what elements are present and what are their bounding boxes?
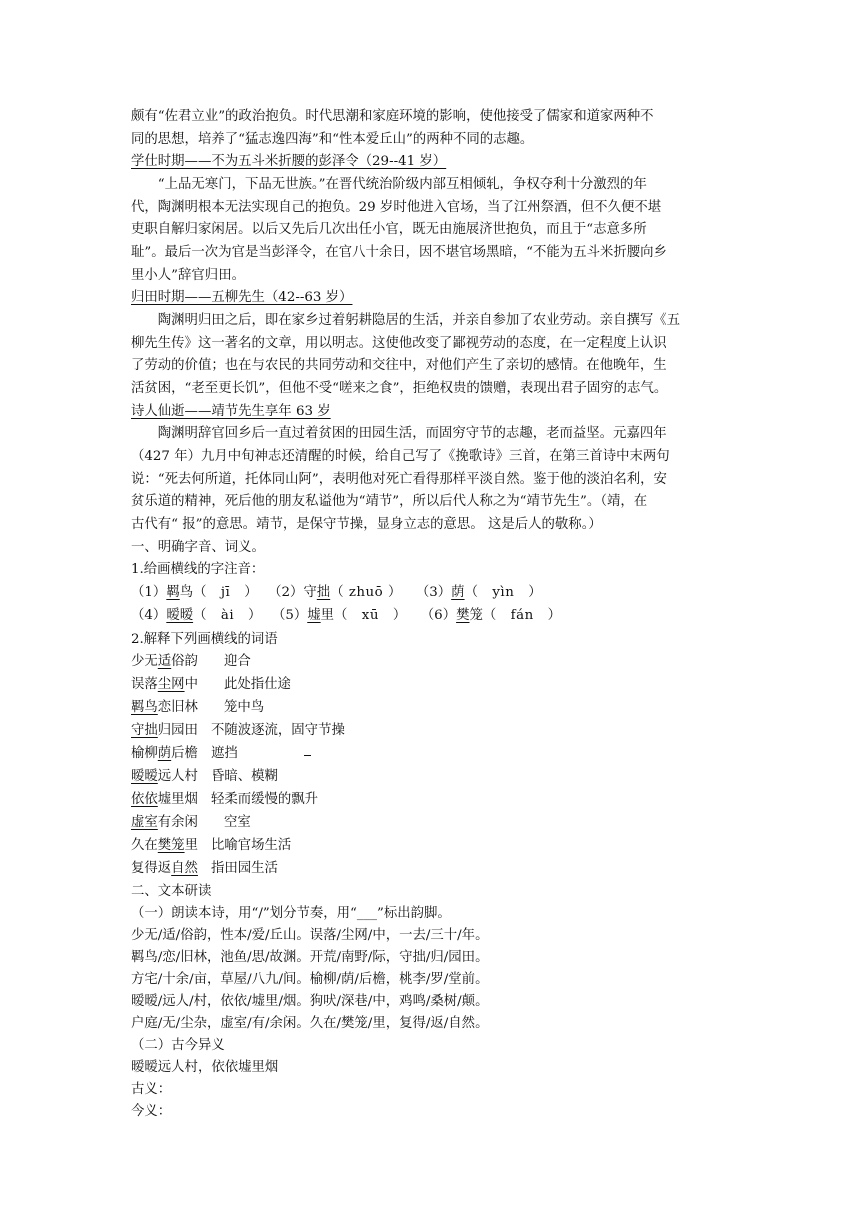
paragraph-line: 耻”。最后一次为官是当彭泽令，在官八十余日，因不堪官场黑暗，“不能为五斗米折腰向乡 [131,245,667,260]
paragraph-line: 里小人”辞官归田。 [131,268,245,283]
vocab-row: 复得返自然 指田园生活 [131,861,278,876]
section-heading-retirement: 归田时期——五柳先生（42--63 岁） [131,290,353,305]
vocab-meaning: 遮挡 [210,746,238,761]
vocab-row: 依依墟里烟 轻柔而缓慢的飘升 [131,792,319,807]
paragraph-line: 了劳动的价值；也在与农民的共同劳动和交往中，对他们产生了亲切的感情。在他晚年，生 [131,358,667,373]
paragraph-line: 古代有“ 报”的意思。靖节，是保守节操，显身立志的意思。 这是后人的敬称。） [131,517,602,532]
pinyin-row [131,605,562,628]
paragraph-line: 陶渊明归田之后，即在家乡过着躬耕隐居的生活，并亲自参加了农业劳动。亲自撰写《五 [131,313,681,328]
section-heading-death: 诗人仙逝——靖节先生享年 63 岁 [131,404,331,419]
paragraph-line: 陶渊明辞官回乡后一直过着贫困的田园生活，而固穷守节的志趣，老而益坚。元嘉四年 [131,426,667,441]
section-title: 二、文本研读 [131,884,212,899]
vocab-meaning: 笼中鸟 [223,700,265,715]
vocab-row: 虚室有余闲 空室 [131,815,251,830]
intro-line: 颇有“佐君立业”的政治抱负。时代思潮和家庭环境的影响，使他接受了儒家和道家两种不 [131,109,654,124]
paragraph-line: 代，陶渊明根本无法实现自己的抱负。29 岁时他进入官场，当了江州祭酒，但不久便不堪 [131,200,662,215]
vocab-row: 少无适俗韵 迎合 [131,654,251,669]
paragraph-line: 柳先生传》这一著名的文章，用以明志。这使他改变了鄙视劳动的态度，在一定程度上认识 [131,336,667,351]
vocab-row: 暧暧远人村 昏暗、模糊 [131,769,278,784]
pinyin-item: （5）墟里（ xū ） [271,608,407,623]
poem-line: 少无/适/俗韵，性本/爱/丘山。误落/尘网/中，一去/三十/年。 [131,928,489,943]
text-cursor-mark [304,755,311,756]
poem-line: 羁鸟/恋/旧林，池鱼/思/故渊。开荒/南野/际，守拙/归/园田。 [131,950,489,965]
vocab-row: 久在樊笼里 比喻官场生活 [131,838,292,853]
paragraph-line: 说：“死去何所道，托体同山阿”，表明他对死亡看得那样平淡自然。鉴于他的淡泊名利，安 [131,472,667,487]
pinyin-item: （6）樊笼（ fán ） [420,608,562,623]
vocab-meaning: 空室 [223,815,251,830]
section-heading-official: 学仕时期——不为五斗米折腰的彭泽令（29--41 岁） [131,154,447,169]
example-sentence: 暧暧远人村，依依墟里烟 [131,1060,279,1075]
paragraph-line: 贫乐道的精神，死后他的朋友私谥他为“靖节”，所以后代人称之为“靖节先生”。（靖，在 [131,494,648,509]
subsection-title: （一）朗读本诗，用“/”划分节奏，用“___”标出韵脚。 [131,906,451,921]
paragraph-line: 吏职自解归家闲居。以后又先后几次出任小官，既无由施展济世抱负，而且于“志意多所 [131,222,647,237]
paragraph-line: （427 年）九月中旬神志还清醒的时候，给自己写了《挽歌诗》三首，在第三首诗中末两句 [131,449,670,464]
paragraph-line: 活贫困，“老至更长饥”，但他不受“嗟来之食”，拒绝权贵的馈赠，表现出君子固穷的志气。 [131,381,668,396]
poem-line: 户庭/无/尘杂，虚室/有/余闲。久在/樊笼/里，复得/返/自然。 [131,1016,489,1031]
ancient-meaning-label: 古义： [131,1082,172,1097]
question-2: 2.解释下列画横线的词语 [131,632,278,647]
paragraph-line: “上品无寒门，下品无世族。”在晋代统治阶级内部互相倾轧，争权夺利十分激烈的年 [131,177,647,192]
pinyin-item: （3）荫（ yìn ） [415,585,543,600]
vocab-meaning: 比喻官场生活 [210,838,292,853]
poem-line: 暧暧/远人/村，依依/墟里/烟。狗吠/深巷/中，鸡鸣/桑树/颠。 [131,994,489,1009]
modern-meaning-label: 今义： [131,1104,172,1119]
pinyin-item: （4）暧暧（ ài ） [131,608,262,623]
vocab-row: 误落尘网中 此处指仕途 [131,677,291,692]
poem-line: 方宅/十余/亩，草屋/八九/间。榆柳/荫/后檐，桃李/罗/堂前。 [131,972,489,987]
vocab-meaning: 指田园生活 [210,861,278,876]
vocab-meaning: 迎合 [223,654,251,669]
pinyin-row [131,582,542,605]
pinyin-item: （2）守拙（ zhuō ） [268,585,402,600]
intro-line: 同的思想，培养了“猛志逸四海”和“性本爱丘山”的两种不同的志趣。 [131,132,534,147]
subsection-title: （二）古今异义 [131,1038,225,1053]
question-1: 1.给画横线的字注音： [131,562,265,577]
pinyin-item: （1）羁鸟（ jī ） [131,585,259,600]
vocab-meaning: 昏暗、模糊 [210,769,278,784]
vocab-meaning: 轻柔而缓慢的飘升 [210,792,319,807]
vocab-meaning: 不随波逐流，固守节操 [210,723,345,738]
vocab-row: 羁鸟恋旧林 笼中鸟 [131,700,265,715]
vocab-meaning: 此处指仕途 [223,677,291,692]
vocab-row: 守拙归园田 不随波逐流，固守节操 [131,723,345,738]
section-title: 一、明确字音、词义。 [131,540,265,555]
vocab-row: 榆柳荫后檐 遮挡 [131,746,238,761]
